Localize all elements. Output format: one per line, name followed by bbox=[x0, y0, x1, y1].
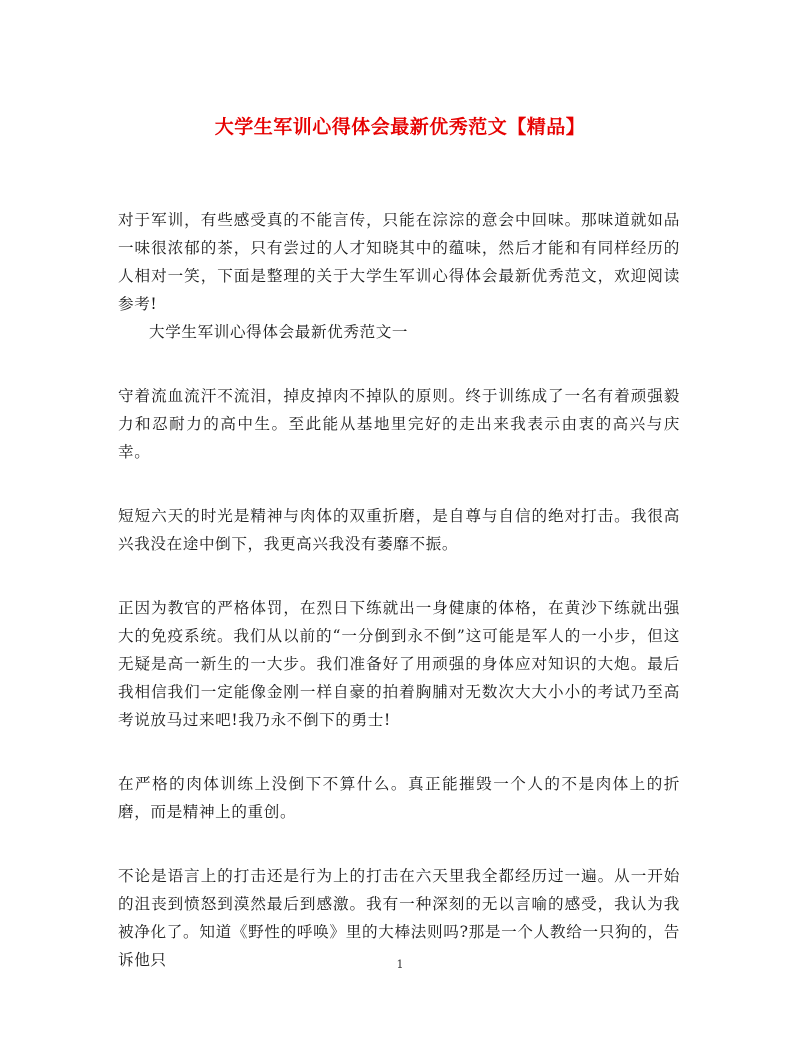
paragraph: 在严格的肉体训练上没倒下不算什么。真正能摧毁一个人的不是肉体上的折磨，而是精神上的重创。 bbox=[118, 775, 680, 821]
section-heading: 大学生军训心得体会最新优秀范文一 bbox=[149, 323, 409, 341]
paragraph: 正因为教官的严格体罚，在烈日下练就出一身健康的体格，在黄沙下练就出强大的免疫系统。我们从以前的“一分倒到永不倒”这可能是军人的一小步，但这无疑是高一新生的一大步。我们准备好了用顽强的身体应对知识的大炮。最后我相信我们一定能像金刚一样自豪的拍着胸脯对无数次大大小小的考试乃至高考说放马过来吧!我乃永不倒下的勇士! bbox=[118, 599, 680, 729]
paragraph: 不论是语言上的打击还是行为上的打击在六天里我全都经历过一遍。从一开始的沮丧到愤怒到漠然最后到感激。我有一种深刻的无以言喻的感受，我认为我被净化了。知道《野性的呼唤》里的大棒法则吗?那是一个人教给一只狗的，告诉他只 bbox=[118, 867, 680, 969]
document-body bbox=[118, 206, 680, 974]
document-title: 大学生军训心得体会最新优秀范文【精品】 bbox=[214, 116, 586, 138]
paragraph: 守着流血流汗不流泪，掉皮掉肉不掉队的原则。终于训练成了一名有着顽强毅力和忍耐力的高中生。至此能从基地里完好的走出来我表示由衷的高兴与庆幸。 bbox=[118, 387, 680, 461]
paragraph-intro: 对于军训，有些感受真的不能言传，只能在淙淙的意会中回味。那味道就如品一味很浓郁的茶，只有尝过的人才知晓其中的蕴味，然后才能和有同样经历的人相对一笑，下面是整理的关于大学生军训心得体会最新优秀范文，欢迎阅读参考! bbox=[118, 211, 680, 313]
paragraph: 短短六天的时光是精神与肉体的双重折磨，是自尊与自信的绝对打击。我很高兴我没在途中倒下，我更高兴我没有萎靡不振。 bbox=[118, 507, 680, 553]
page-number: 1 bbox=[396, 958, 404, 971]
